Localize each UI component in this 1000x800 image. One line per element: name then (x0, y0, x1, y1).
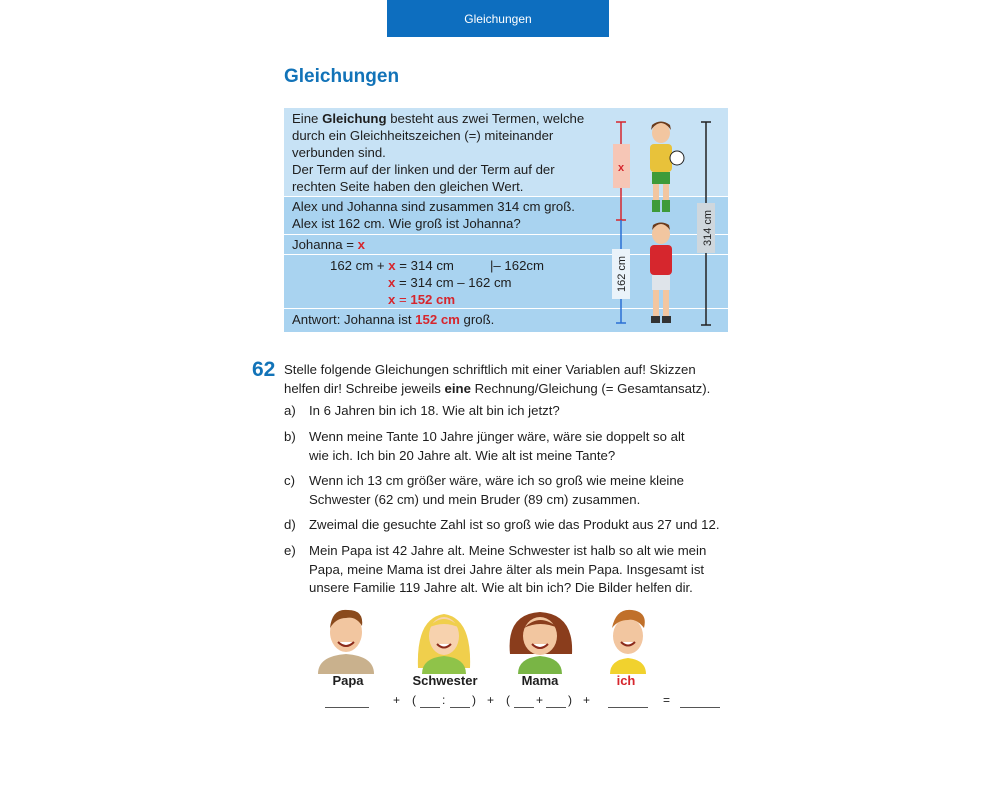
example-line: Alex und Johanna sind zusammen 314 cm groß. (292, 199, 575, 214)
task-b: b) Wenn meine Tante 10 Jahre jünger wäre, wäre sie doppelt so alt wie ich. Ich bin 20 Jahre alt. Wie alt ist meine Tante? (284, 429, 685, 463)
height-illustration (574, 108, 728, 332)
division-colon: : (442, 693, 446, 707)
equals-sign: = (663, 693, 671, 707)
name-ich: ich (616, 673, 636, 688)
name-papa: Papa (332, 673, 364, 688)
girl-figure (650, 122, 684, 213)
open-paren: ( (506, 693, 510, 707)
johanna-definition: Johanna = x (292, 237, 365, 252)
page-title: Gleichungen (284, 66, 400, 87)
plus-sign: + (393, 693, 401, 707)
boy-figure (650, 223, 672, 324)
task-a: a) In 6 Jahren bin ich 18. Wie alt bin ich jetzt? (284, 403, 560, 418)
open-paren: ( (412, 693, 416, 707)
equation-step-1: 162 cm + x = 314 cm (330, 258, 454, 273)
equation-step-2: x = 314 cm – 162 cm (388, 275, 512, 290)
task-e: e) Mein Papa ist 42 Jahre alt. Meine Schwester ist halb so alt wie mein Papa, meine Mama ist drei Jahre älter als mein Papa. Insgesamt ist unsere Familie 119 Jahre alt. Wie alt bin ich? Die Bilder helfen dir. (284, 543, 707, 595)
family-pictures (310, 606, 740, 676)
definition-text: Eine Gleichung besteht aus zwei Termen, welche durch ein Gleichheitszeichen (=) miteinander verbunden sind. Der Term auf der linken und der Term auf der rechten Seite haben den gleichen Wert. (292, 111, 585, 194)
equation-step-3: x = 152 cm (388, 292, 456, 307)
example-line: Alex ist 162 cm. Wie groß ist Johanna? (292, 216, 521, 231)
answer-text: Antwort: Johanna ist 152 cm groß. (292, 312, 495, 327)
exercise-intro: Stelle folgende Gleichungen schriftlich mit einer Variablen auf! Skizzen helfen dir! Schreibe jeweils eine Rechnung/Gleichung (= Gesamtansatz). (284, 362, 711, 396)
plus-sign: + (536, 693, 544, 707)
task-c: c) Wenn ich 13 cm größer wäre, wäre ich so groß wie meine kleine Schwester (62 cm) und mein Bruder (89 cm) zusammen. (284, 473, 685, 507)
close-paren: ) (472, 693, 476, 707)
equation-operation: |– 162cm (490, 258, 545, 273)
label-162cm: 162 cm (616, 255, 628, 293)
chapter-tab-label: Gleichungen (464, 11, 532, 26)
name-mama: Mama (521, 673, 559, 688)
blank-equation (0, 693, 1000, 713)
name-schwester: Schwester (412, 673, 478, 688)
ich-portrait (610, 610, 646, 674)
mama-portrait (510, 612, 573, 674)
plus-sign: + (487, 693, 495, 707)
exercise-number: 62 (252, 358, 276, 381)
close-paren: ) (568, 693, 572, 707)
task-d: d) Zweimal die gesuchte Zahl ist so groß wie das Produkt aus 27 und 12. (284, 517, 720, 532)
chapter-tab (387, 0, 609, 37)
label-314cm: 314 cm (702, 209, 714, 247)
papa-portrait (318, 610, 374, 674)
info-box (284, 108, 728, 332)
plus-sign: + (583, 693, 591, 707)
x-label: x (617, 162, 625, 174)
schwester-portrait (418, 614, 470, 674)
